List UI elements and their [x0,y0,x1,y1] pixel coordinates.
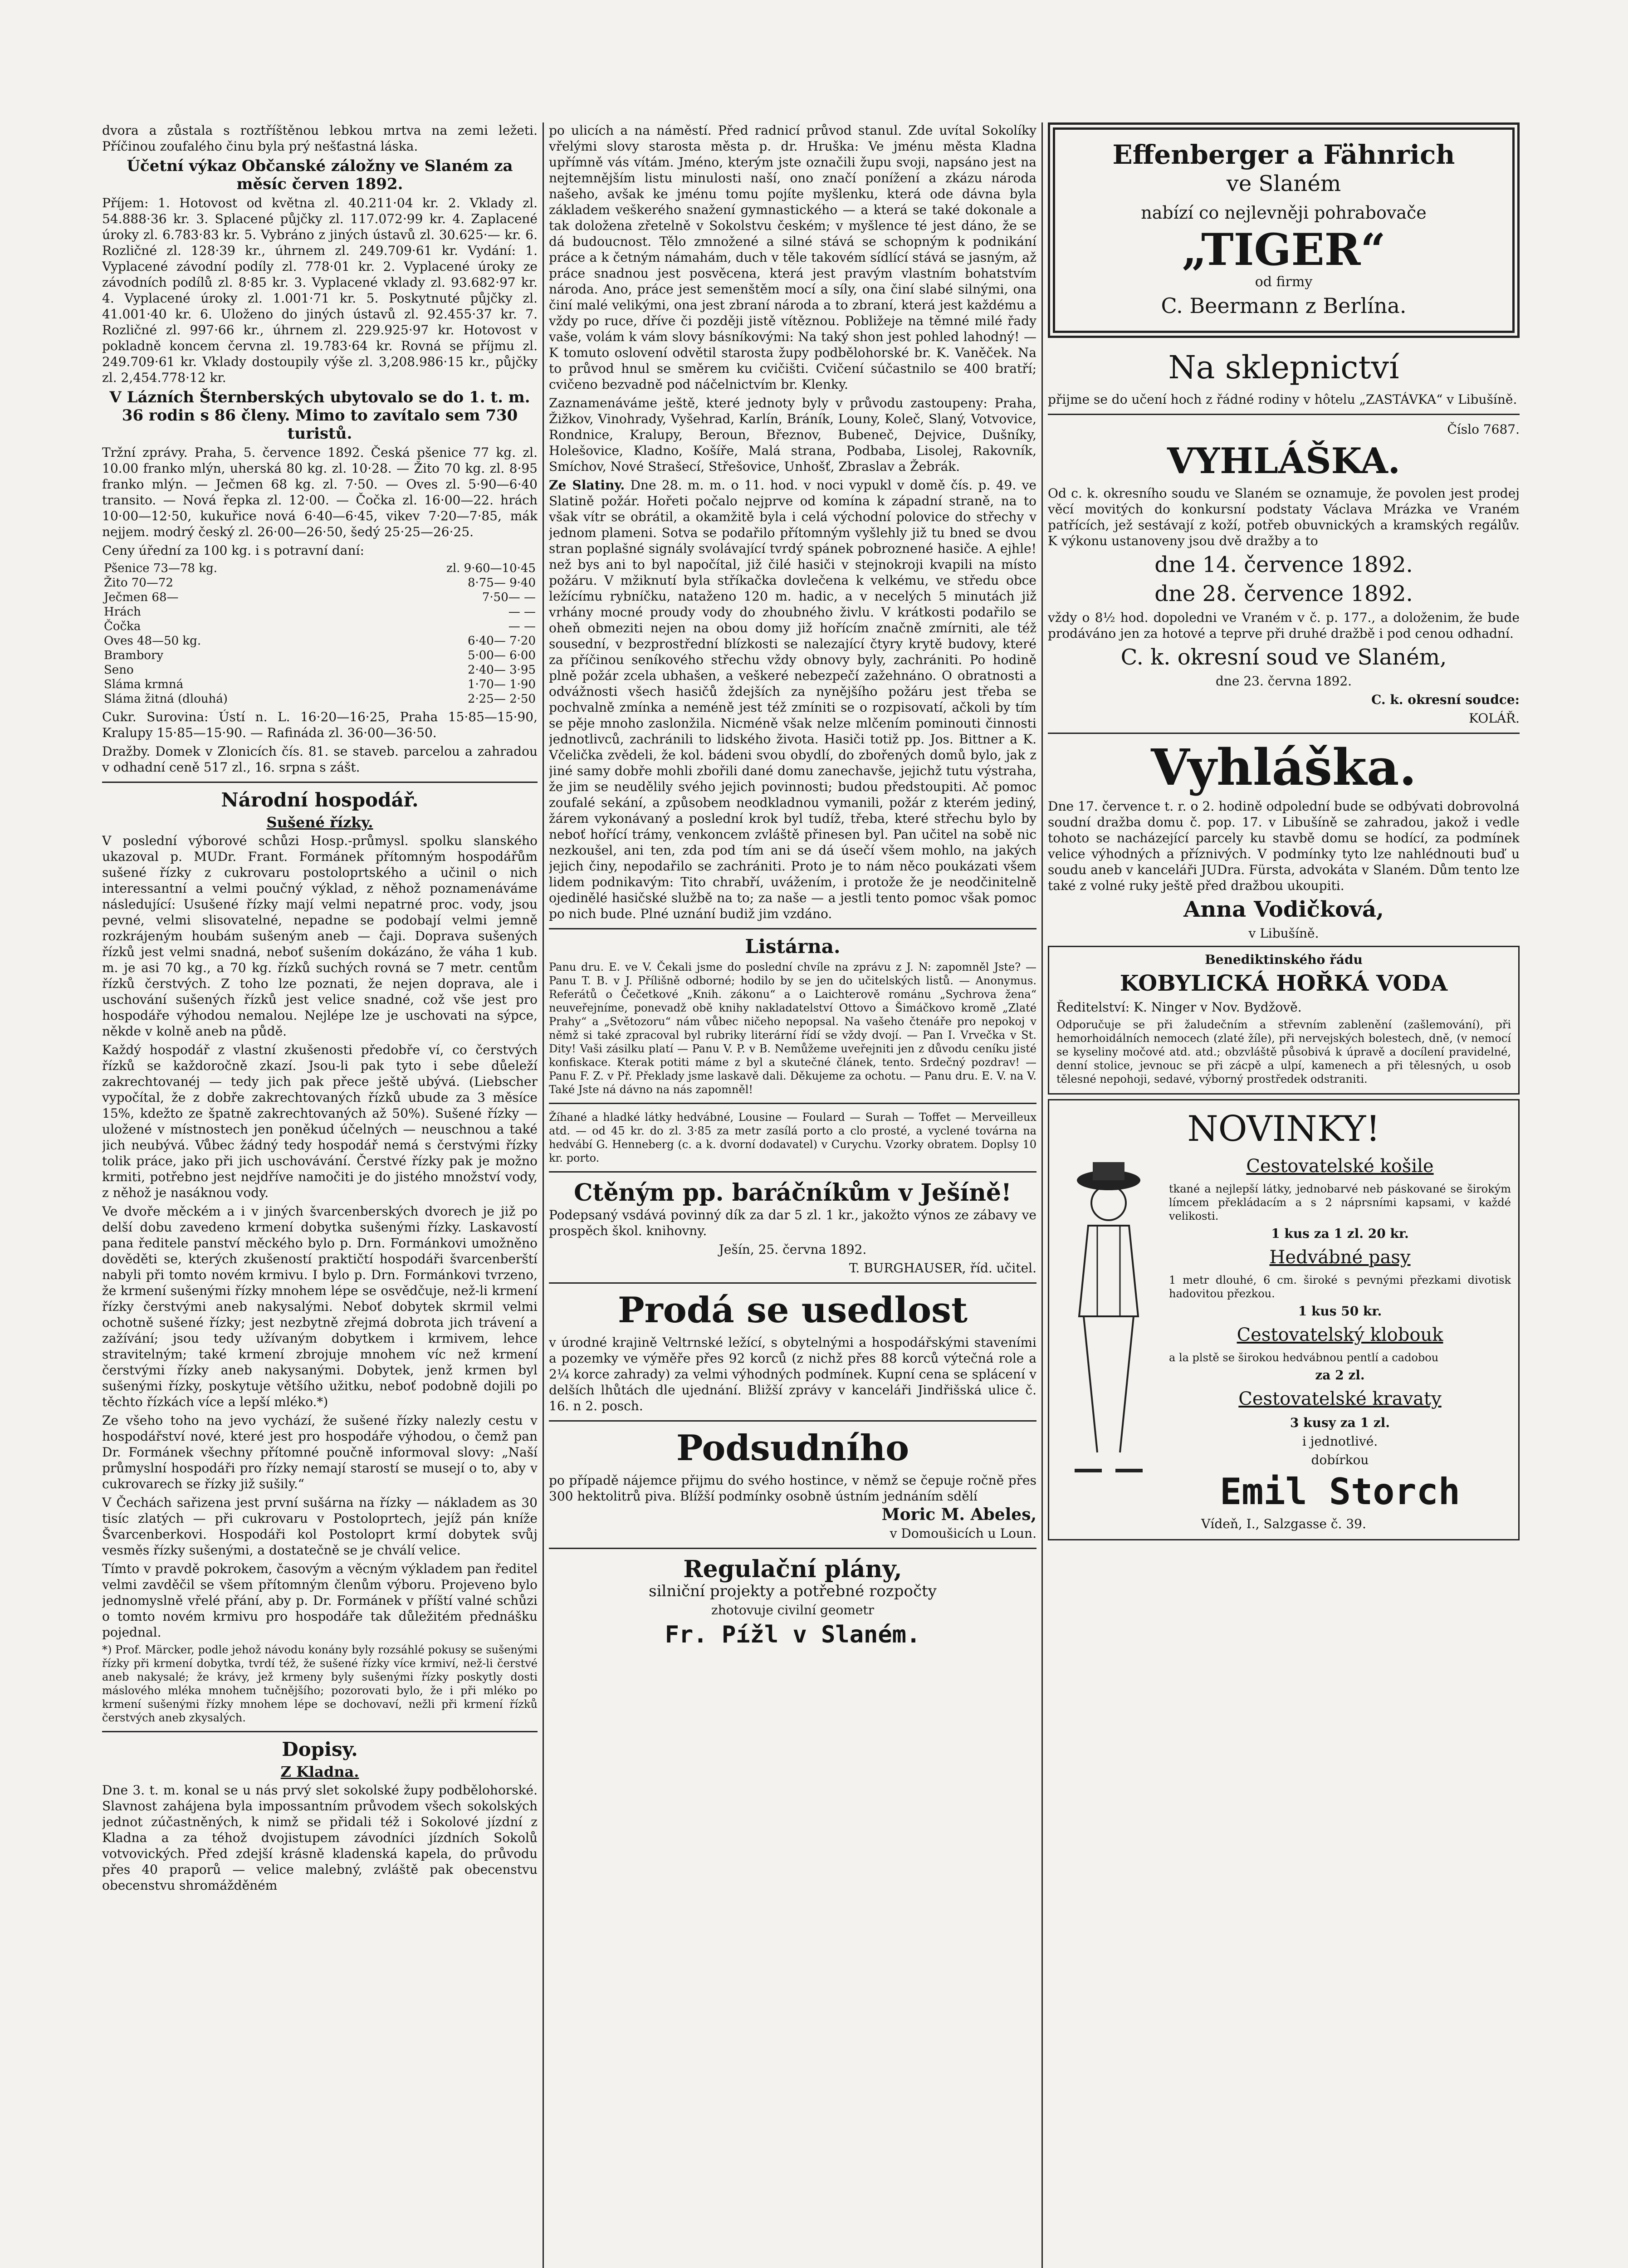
advert-text: zhotovuje civilní geometr [711,1603,875,1618]
advert-text: dobírkou [1311,1452,1369,1467]
storch-advert [1048,1099,1520,1540]
price-row: Hrách — — [104,605,536,619]
advert-title: NOVINKY! [1187,1109,1380,1149]
column-1 [102,122,538,2268]
divider [1048,414,1520,415]
notice-number: Číslo 7687. [1447,422,1520,437]
advert-signature: Moric M. Abeles, [881,1505,1036,1524]
price-row: Sláma krmná 1·70— 1·90 [104,678,536,691]
intro-paragraph: dvora a zůstala s roztříštěnou lebkou mrtva na zemi ležeti. Příčinou zoufalého činu byla prý nešťastná láska. [102,123,538,154]
notice-date: dne 28. července 1892. [1154,581,1413,606]
notice-text: vždy o 8½ hod. dopoledni ve Vraném v č. p. 177., a doloženim, že bude prodáváno jen za hotové a teprve při druhé dražbě i pod cenou odhadní. [1048,610,1520,641]
product-text: 1 metr dlouhé, 6 cm. široké s pevnými přezkami divotisk hadovitou přezkou. [1169,1274,1511,1300]
shop-name: Emil Storch [1220,1471,1460,1513]
product-title: Cestovatelské kravaty [1238,1388,1442,1409]
silk-advert: Žíhané a hladké látky hedvábné, Lousine — Foulard — Surah — Toffet — Merveilleux atd. — od 45 kr. do zl. 3·85 za metr zasílá porto a clo prosté, a vyclené továrna na hedvábí G. Henneberg (c. a k. dvorní dodavatel) v Curychu. Vzorky obratem. Doplsy 10 kr. porto. [549,1111,1036,1164]
article-paragraph: Dne 3. t. m. konal se u nás prvý slet sokolské župy podbělohorské. Slavnost zahájena byla impossantním průvodem všech sokolských jednot zúčastněných, k nimž se přidali též i Sokolové jízdní z Kladna a za téhož dvojistupem závodníci jízdních Sokolů votvovických. Před zdejší krásně kladenská kapela, do průvodu přes 40 praporů — velice malebný, zvláště pak obecenstvu obecenstvu shromážděném [102,1783,538,1893]
notice-date: dne 14. července 1892. [1154,552,1413,577]
mailbox-text: Panu dru. E. ve V. Čekali jsme do poslední chvíle na zprávu z J. N: zapomněl Jste? — Panu T. B. v J. Přílišně odborné; hodilo by se jen do učitelských listů. — Anonymus. Referátů o Čečetkové „Knih. zákonu“ a o Laichterově románu „Sychrova žena“ neuveřejníme, ponevadž obě knihy nakladatelství Ottovo a Šimáčkovo kromě „Zlaté Prahy“ a „Světozoru“ nám vůbec ničeho nepopsal. Na vašeho čtenáře pro nepokoj v němž si také zpracoval byl rubriky literární řídí se vždy dvojí. — Pan I. Vrvečka v St. Dity! Vaši zásilku platí — Panu V. P. v B. Nemůžeme uveřejniti jen z důvodu ceníku jisté konfiskace. Kterak potiti máme z byl a skutečné článek, tento. Srdečný pozdrav! — Panu F. Z. v Př. Překlady jsme laskavě dali. Děkujeme za ochotu. — Panu dru. E. V. na V. Také Jste ná dávno na nás zapomněl! [549,961,1036,1096]
article-text: Dne 28. m. m. o 11. hod. v noci vypukl v domě čís. p. 49. ve Slatině požár. Hořeti počalo nejprve od komína k západní straně, na to však vítr se obrátil, a okamžitě byla i celá východní polovice do střechy v jednom plameni. Sotva se podařilo přítomným vyšlehly již tu bned se dvou stran poplašné signály svolávající tvrdý spánek pobroznené hasiče. A ejhle! než bys ani to byl napočítal, již čilé hasiči v stejnokroji kvapili na místo požáru. V mžiknutí byla stříkačka dovlečena k velkému, ve středu obce ležícímu rybníčku, nataženo 120 m. hadic, a v necelých 5 minutách již vrhány mocné proudy vody do zhoubného živlu. V krátkosti podařilo se oheň obmeziti nejen na obou domy již hořícím značně zmírniti, ale též sousední, v bezprostřední blízkosti se nalezající čtyry krytě budovy, které za příčinou seníkového střechu vždy obnovy byly, zachrániti. Po hodině plně požár zcela ubhašen, a veškeré nebezpečí zažehnáno. O obratnosti a odvážnosti všech hasičů ždejších za nynějšího požáru jest třeba se pochvalně zmínka a neméně jest též zmíniti se o rozpisovatí, ačkoli by tím se pěje mnoho zaslonžila. Nicméně však nelze mlčením pominouti činnosti jednotlivců, zachránili to lidského života. Hasiči totiž pp. Jos. Bittner a K. Včelička zvědeli, že kol. bádeni svou obydlí, do zbořených domů bylo, jak z jiné samy dobře mohli zbořili dané domu zanechavše, jejichž tutu výstraha, že jim se neudělily svého jejich povinnosti; budou předstoupiti. Ač pomoc zoufalé sekání, a způsobem neodkladnou vymanili, požár z kterém jediný, žárem vykonávaný a poslední krok byl tudíž, třeba, které střechu bylo by neboť hořící trámy, venkoncem zvláště přinesen byl. Pan učitel na sobě nic nezkoušel, ani ten, zda pod tím ani se dá úsečí všem mohlo, na jakých jejich činy, nepodařilo se zachrániti. Proto je to nám něco poukázati všem lidem podnikavým: Tito chrabří, uvážením, i protože že je neodčinitelně ojedinělé hasičské službě na to; za naše — a jestli tento pomoc však pomoc po nich bude. Plné uznání budiž jim vzdáno. [549,478,1036,921]
notice-place: v Libušíně. [1248,926,1319,941]
price-row: Ječmen 68— 7·50— — [104,591,536,604]
divider [102,1731,538,1732]
market-text: Tržní zprávy. Praha, 5. července 1892. Česká pšenice 77 kg. zl. 10.00 franko mlýn, uherská 80 kg. zl. 10·28. — Žito 70 kg. zl. 8·95 franko mlýn. — Ječmen 68 kg. zl. 7·50. — Oves zl. 5·90—6·40 transito. — Nová řepka zl. 12·00. — Čočka zl. 16·00—22. hrách 10·00—12·50, kukuřice nová 6·40—6·45, vikev 7·20—7·85, mák nejjem. modrý český zl. 26·00—26·50, šedý 25·25—26·25. [102,445,538,539]
court-date: dne 23. června 1892. [1215,674,1352,689]
section-title: Dopisy. [282,1738,358,1760]
product-price: 1 kus 50 kr. [1298,1304,1382,1319]
advert-title: Ctěným pp. baráčníkům v Ješíně! [574,1179,1012,1207]
product-title: Hedvábné pasy [1269,1247,1411,1268]
advert-text: Odporučuje se při žaludečním a střevním zablenění (zašlemování), při hemorhoidálních nemocech (zlaté žíle), při nervejských bolestech, dně, (v nemocí se kyseliny močové atd. atd.; obzvláště působivá k úpravě a docílení pravidelné, denní stolice, jevnouc se při zácpě a ulpí, kamenech a při tělesných, u osob tělesné nepohoji, sedavé, výborný prostředek odstraniti. [1056,1018,1511,1085]
product-text: i jednotlivé. [1302,1434,1378,1449]
footnote: *) Prof. Märcker, podle jehož návodu konány byly rozsáhlé pokusy se sušenými řízky při krmení dobytka, tvrdí též, že sušené řízky více krmiví, než-li čerstvé aneb nakysalé; že krávy, jež krmeny byly sušenými řízky poskytly dosti máslového mléka mnohem tučnějšího; pozorovati bylo, že i při mléko po krmení sušenými řízky mnohem lépe se dochovaví, nežli při krmení řízků čerstvých aneb zkysalých. [102,1643,538,1724]
price-row: Čočka — — [104,620,536,633]
price-row: Oves 48—50 kg. 6·40— 7·20 [104,634,536,648]
advert-text: přijme se do učení hoch z řádné rodiny v hôtelu „ZASTÁVKA“ v Libušíně. [1048,392,1517,407]
price-row: Seno 2·40— 3·95 [104,663,536,677]
product-price: 3 kusy za 1 zl. [1290,1415,1390,1430]
notice-title: VYHLÁŠKA. [1167,440,1400,482]
divider [549,1103,1036,1104]
advert-director: Ředitelství: K. Ninger v Nov. Bydžově. [1056,1000,1302,1015]
advert-text: v úrodné krajině Veltrnské ležící, s obytelnými a hospodářskými staveními a pozemky ve výměře přes 92 korců (z nichž přes 88 korců výtečná role a 2¼ korce zahrady) za velmi výhodných podmínek. Kupní cena se splácení v delších lhůtách dle ujednání. Bližší zprávy v kanceláři Jindřišská ulice č. 16. n 2. posch. [549,1335,1036,1413]
price-row: Sláma žitná (dlouhá) 2·25— 2·50 [104,692,536,706]
column-2 [549,122,1036,2268]
advert-maker: C. Beermann z Berlína. [1161,293,1407,318]
article-paragraph: Zaznamenáváme ještě, které jednoty byly v průvodu zastoupeny: Praha, Žižkov, Vinohrady, Vyšehrad, Karlín, Bráník, Louny, Koleč, Slaný, Votvovice, Rondnice, Kralupy, Beroun, Březnov, Bubeneč, Dejvice, Dušníky, Holešovice, Kladno, Košíře, Malá strana, Podbaba, Lisolej, Rakovník, Smíchov, Nové Strašecí, Střešovice, Unhošť, Zbraslav a Žebrák. [549,396,1036,474]
advert-title: Prodá se usedlost [617,1290,968,1331]
price-heading: Ceny úřední za 100 kg. i s potravní daní: [102,543,364,558]
shop-address: Vídeň, I., Salzgasse č. 39. [1201,1516,1366,1531]
divider [549,928,1036,929]
divider [549,1282,1036,1284]
court-name: C. k. okresní soud ve Slaném, [1120,645,1447,670]
article-paragraph: V Čechách sařizena jest první sušárna na řízky — nákladem as 30 tisíc zlatých — při cukrovaru v Postoloprtech, jejíž pán kníže Švarcenberkovi. Hospodáři kol Postoloprt krmí dobytek svůj vesměs řízky sušenými, a dostatečně se je chválí velice. [102,1495,538,1558]
article-place: Ze Slatiny. [549,478,625,493]
product-title: Cestovatelské košile [1246,1156,1434,1177]
advert-text: po případě nájemce přijmu do svého hostince, v němž se čepuje ročně přes 300 hektolitrů piva. Blížší podmínky osobně ústním jednáním sdělí [549,1473,1036,1504]
column-3 [1048,122,1520,2268]
divider [102,782,538,783]
section-title: Národní hospodář. [221,789,419,811]
notice-signature: Anna Vodičková, [1183,897,1384,922]
article-paragraph: Tímto v pravdě pokrokem, časovým a věcným výkladem pan ředitel velmi zavděčil se všem přítomným členům výboru. Projeveno bylo jednomyslně vřelé přání, aby p. Dr. Formánek v příští valné schůzi o tomto novém krmivu pro hospodáře tak důležitém přednášku pojednal. [102,1561,538,1640]
article-paragraph: po ulicích a na náměstí. Před radnicí průvod stanul. Zde uvítal Sokolíky vřelými slovy starosta města p. dr. Hruška: Ve jménu města Kladna upřímně vás vítám. Jméno, kterým jste označili župu svoji, napsáno jest na nejtemnějším listu minulosti naší, ono značí ponížení a zkázu národa našeho, avšak ke jménu tomu pojíte myšlenku, která ode dávna byla základem veškerého snažení gymnastického — a která se také dokonale a tak doložena zřetelně v Sokolstvu českém; v myšlence té jest dáno, že se dá budoucnost. Tělo zmnožené a silné stává se schopným k podnikání práce a k četným námahám, duch v těle takovém sídlící stává se jasným, až práce snadnou jest posvěcena, která jest pravým vlastním bohatstvím národa. Ano, práce jest semenštěm mocí a síly, ona činí slabé silnými, ona činí malé velikými, ona jest zbraní národa a to zbraní, která jest každému a vždy po ruce, dříve či později jistě vítěznou. Pobližeje na těmné milé řady vaše, volám k vám slovy básníkovými: Na taký shon jest pohled lahodný! — K tomuto oslovení odvětil starosta župy podbělohorské br. K. Vaněček. Na to průvod hnul se směrem ku cvičišti. Cvičení súčastnilo se 400 bratří; cvičeno bezvadně pod náčelnictvím br. Klenky. [549,123,1036,392]
advert-place: Ješín, 25. června 1892. [719,1242,867,1257]
advert-text: silniční projekty a potřebné rozpočty [649,1582,937,1600]
advert-text: nabízí co nejlevněji pohrabovače [1141,203,1427,223]
judge-name: KOLÁŘ. [1469,711,1520,726]
advert-title: KOBYLICKÁ HOŘKÁ VODA [1120,971,1448,996]
spa-notice: V Lázních Šternberských ubytovalo se do 1. t. m. 36 rodin s 86 členy. Mimo to zavítalo sem 730 turistů. [109,388,530,443]
water-advert [1048,946,1520,1095]
divider [549,1548,1036,1549]
judge-title: C. k. okresní soudce: [1371,692,1520,707]
traveller-illustration [1056,1153,1161,1480]
product-title: Cestovatelský klobouk [1237,1325,1443,1345]
product-price: za 2 zl. [1315,1368,1365,1383]
advert-text: Podepsaný vsdává povinný dík za dar 5 zl. 1 kr., jakožto výnos ze zábavy ve prospěch škol. knihovny. [549,1207,1036,1238]
tiger-advert [1048,122,1520,338]
advert-place: v Domoušicích u Loun. [890,1526,1036,1541]
advert-title: Na sklepnictví [1168,349,1399,386]
divider [1048,733,1520,734]
article-paragraph: Každý hospodář z vlastní zkušenosti předobře ví, co čerstvých řízků se každoročně zkazí. Jsou-li pak tyto i sebe důeleží zakrechtovanéj — tedy jich pak přece ještě ubývá. (Liebscher vypočítal, že z dobře zakrechtovaných řízků ubude za 3 měsíce 15%, kdežto ze špatně zakrechtovaných až 50%). Sušené řízky — uložené v místnostech jen poněkud účelných — neuschnou a také jich neubývá. Vůbec žádný tedy hospodář nemá s čerstvými řízky tolik práce, jako při jich uschovávání. Čerstvé řízky pak je možno krmiti, potřebno jest nejdříve namočiti je do jistého množství vody, z něhož je nasáknou vody. [102,1042,538,1200]
product-price: 1 kus za 1 zl. 20 kr. [1271,1226,1409,1241]
article-title: Sušené řízky. [266,814,373,831]
column-rule [543,122,544,2268]
product-text: a la plstě se širokou hedvábnou pentlí a cadobou [1169,1351,1439,1364]
article-paragraph: Ze všeho toho na jevo vychází, že sušené řízky nalezly cestu v hospodářství nové, které jest pro hospodáře výhodou, o čemž pan Dr. Formánek všechny přítomné poučně informoval slovy: „Naší průmyslní hospodáři pro řízky nemají starostí se musejí o to, aby v cukrovarech se řízky již sušily.“ [102,1413,538,1491]
advert-title: Regulační plány, [683,1555,902,1583]
divider [549,1420,1036,1422]
notice-text: Od c. k. okresního soudu ve Slaném se oznamuje, že povolen jest prodej věcí movitých do konkursní podstaty Václava Mrázka ve Vraném patřících, jež sestávají z koží, potřeb obuvnických a kramských regálův. K výkonu ustanoveny jsou dvě dražby a to [1048,486,1520,548]
article-paragraph: V poslední výborové schůzi Hosp.-průmysl. spolku slanského ukazoval p. MUDr. Frant. Formánek přítomným hospodářům sušené řízky z cukrovaru postoloprtského a učinil o nich interessantní a velmi poučný výklad, z něhož poznamenáváme následující: Usušené řízky mají velmi nepatrné proc. vody, jsou pevné, velmi slisovatelné, nepadne se podobají velmi jemně rozkrájeným houbám sušeným aneb — čaji. Doprava sušených řízků jest velmi snadná, neboť sušením dokázáno, že váha 1 kub. m. je asi 70 kg., a 70 kg. řízků suchých rovná se 7 metr. centům řízků čerstvých. Z toho lze poznati, že nejen doprava, ale i uschování sušených řízků jest velice snadné, což vše jest pro hospodáře výhodou nemalou. Nejlépe lze je uschovati na sýpce, někde v kolně aneb na půdě. [102,833,538,1039]
advert-product: „TIGER“ [1182,224,1386,275]
advert-firm: Effenberger a Fähnrich [1112,139,1455,170]
advert-order: Benediktinského řádu [1205,952,1363,967]
report-text: Příjem: 1. Hotovost od května zl. 40.211·04 kr. 2. Vklady zl. 54.888·36 kr. 3. Splacené půjčky zl. 117.072·99 kr. 4. Zaplacené úroky zl. 6.783·83 kr. 5. Vybráno z jiných ústavů zl. 30.625·— kr. 6. Rozličné zl. 128·39 kr., úhrnem zl. 249.709·61 kr. Vydání: 1. Vyplacené závodní podíly zl. 778·01 kr. 2. Vyplacené úroky ze závodních podílů zl. 8·85 kr. 3. Vyplacené vklady zl. 93.682·97 kr. 4. Vyplacené úroky zl. 1.001·71 kr. 5. Poskytnuté půjčky zl. 41.001·40 kr. 6. Uloženo do jiných ústavů zl. 92.455·37 kr. 7. Rozličné zl. 997·66 kr., úhrnem zl. 229.925·97 kr. Hotovost v pokladně koncem června zl. 19.783·64 kr. Rovná se příjmu zl. 249.709·61 kr. Vklady dostoupily výše zl. 3,208.986·15 kr., půjčky zl. 2,454.778·12 kr. [102,196,538,385]
price-row: Pšenice 73—78 kg. zl. 9·60—10·45 [104,562,536,575]
notice-text: Dne 17. července t. r. o 2. hodině odpolední bude se odbývati dobrovolná soudní dražba domu č. pop. 17. v Libušíně se zahradou, jakož i vedle tohoto se nacházející parcely ku stavbě domu se hodící, za podmínek velice výhodných a příznivých. V podmínky tyto lze nahlédnouti buď u soudu aneb v kanceláři JUDra. Fürsta, advokáta v Slaném. Dům tento lze také z volné ruky ještě před dražbou ukoupiti. [1048,799,1520,893]
advert-signature: Fr. Pížl v Slaném. [665,1621,921,1648]
price-row: Žito 70—72 8·75— 9·40 [104,576,536,590]
price-table [102,561,538,706]
advert-signature: T. BURGHAUSER, říd. učitel. [849,1261,1036,1276]
article-paragraph: Ve dvoře měckém a i v jiných švarcenberských dvorech je již po delší dobu zavedeno krmení dobytka sušenými řízky. Laskavostí pana ředitele panství měckého bylo p. Drn. Formánkovi umožněno dověděti se, kterých zkušeností praktičtí hospodáři švarcenberští nabyli při tomto novém krmivu. I bylo p. Drn. Formánkovi tvrzeno, že krmení sušenými řízky mnohem lépe se osvědčuje, než-li krmení řízky čerstvými aneb nakysalými. Neboť dobytek skrmil velmi ochotně sušené řízky; jest nezbytně zřejmá dobrota jich trávení a zažívání; jsou tedy užívaným dobytkem i krmivem, lehce stravitelným; také krmení zbrojuje mnohem víc než krmení čerstvými řízky aneb nakysanými. Dobytek, jenž krmen byl sušenými řízky, poskytuje většího užitku, neboť podobně dojili po těchto řízkách více a lepší mléko.*) [102,1204,538,1409]
article-paragraph [549,477,1036,922]
advert-city: ve Slaném [1226,171,1341,196]
report-title: Účetní výkaz Občanské záložny ve Slaném za měsíc červen 1892. [127,157,513,193]
price-row: Brambory 5·00— 6·00 [104,649,536,662]
sugar-prices: Cukr. Surovina: Ústí n. L. 16·20—16·25, Praha 15·85—15·90, Kralupy 15·85—15·90. — Rafináda zl. 36·00—36·50. [102,709,538,740]
letter-place: Z Kladna. [280,1763,359,1780]
auction-text: Dražby. Domek v Zlonicích čís. 81. se staveb. parcelou a zahradou v odhadní ceně 517 zl., 16. srpna s zášt. [102,744,538,775]
product-text: tkané a nejlepší látky, jednobarvé neb páskované se širokým límcem překládacím a s 2 náprsními kapsami, v každé velikosti. [1169,1183,1511,1222]
section-title: Listárna. [745,935,841,958]
notice-title: Vyhláška. [1151,738,1417,797]
column-rule [1041,122,1043,2268]
divider [549,1171,1036,1173]
advert-text: od firmy [1255,274,1313,290]
advert-title: Podsudního [676,1427,909,1469]
